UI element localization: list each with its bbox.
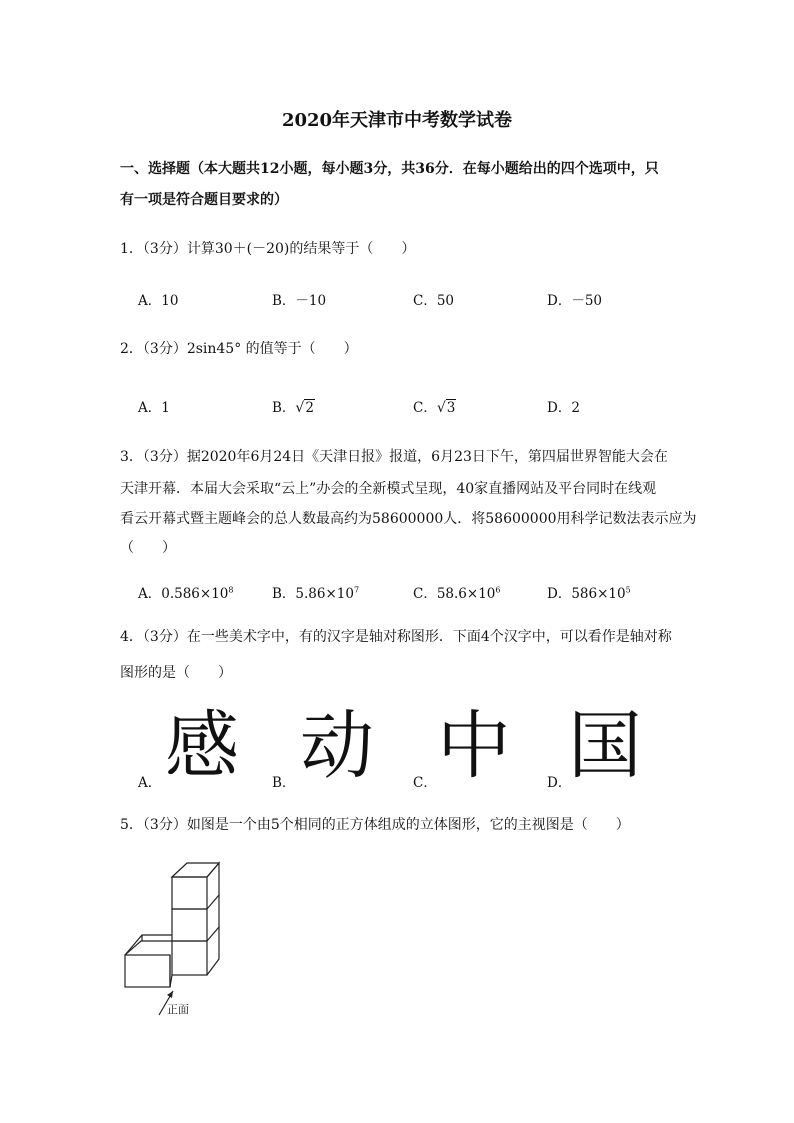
question-2-option-c: C．√3: [413, 400, 456, 416]
question-2-option-c-label: C．: [413, 400, 437, 416]
question-3-option-b: B．$5.86\times 10^7$: [272, 585, 360, 602]
question-4-option-b-character: 动: [300, 703, 374, 789]
question-3-line4: （ ）: [120, 540, 176, 556]
question-2-option-c-radicand: 3: [446, 400, 456, 416]
question-3-option-a: A．$0.586\times 10^8$: [138, 585, 234, 602]
question-3-line1: 3．（3分）据2020年6月24日《天津日报》报道，6月23日下午，第四届世界智能大会在: [120, 449, 668, 465]
page-title: 2020年天津市中考数学试卷: [281, 110, 513, 131]
cube-solid-figure: [115, 855, 255, 1025]
question-4-option-b-label: B．: [272, 775, 296, 791]
question-4-option-a-character: 感: [165, 703, 239, 789]
front-label: 正面: [167, 1003, 189, 1016]
section-heading-line1: 一、选择题（本大题共12小题，每小题3分，共36分．在每小题给出的四个选项中，只: [120, 161, 659, 177]
question-2-stem: 2．（3分）2sin45° 的值等于（ ）: [120, 341, 358, 357]
question-2-option-b: B．√2: [272, 400, 314, 416]
question-4-line2: 图形的是（ ）: [120, 665, 232, 681]
question-2-option-b-radicand: 2: [305, 400, 314, 416]
question-4-option-c-label: C．: [413, 775, 437, 791]
question-5-stem: 5．（3分）如图是一个由5个相同的正方体组成的立体图形，它的主视图是（ ）: [120, 817, 630, 833]
question-3-line3: 看云开幕式暨主题峰会的总人数最高约为58600000人．将58600000用科学记数法表示应为: [120, 511, 697, 527]
question-1-option-b: B．－10: [272, 293, 327, 309]
question-3-option-d: D．$586\times 10^5$: [547, 585, 631, 602]
question-4-line1: 4．（3分）在一些美术字中，有的汉字是轴对称图形．下面4个汉字中，可以看作是轴对称: [120, 629, 672, 645]
question-4-option-d-character: 国: [568, 703, 642, 789]
question-1-option-c: C．50: [413, 293, 455, 309]
question-2-option-b-label: B．: [272, 400, 296, 416]
question-1-option-a: A．10: [138, 293, 179, 309]
question-2-option-a: A．1: [138, 400, 170, 416]
question-1-option-d: D．－50: [547, 293, 603, 309]
question-4-option-d-label: D．: [547, 775, 572, 791]
question-2-option-d: D．2: [547, 400, 580, 416]
question-4-option-c-character: 中: [437, 703, 511, 789]
question-4-option-a-label: A．: [138, 775, 162, 791]
question-1-stem: 1．（3分）计算30＋(－20)的结果等于（ ）: [120, 241, 416, 257]
section-heading-line2: 有一项是符合题目要求的）: [120, 192, 288, 208]
question-3-line2: 天津开幕．本届大会采取“云上”办会的全新模式呈现，40家直播网站及平台同时在线观: [120, 481, 657, 497]
question-3-option-c: C．$58.6\times 10^6$: [413, 585, 501, 602]
